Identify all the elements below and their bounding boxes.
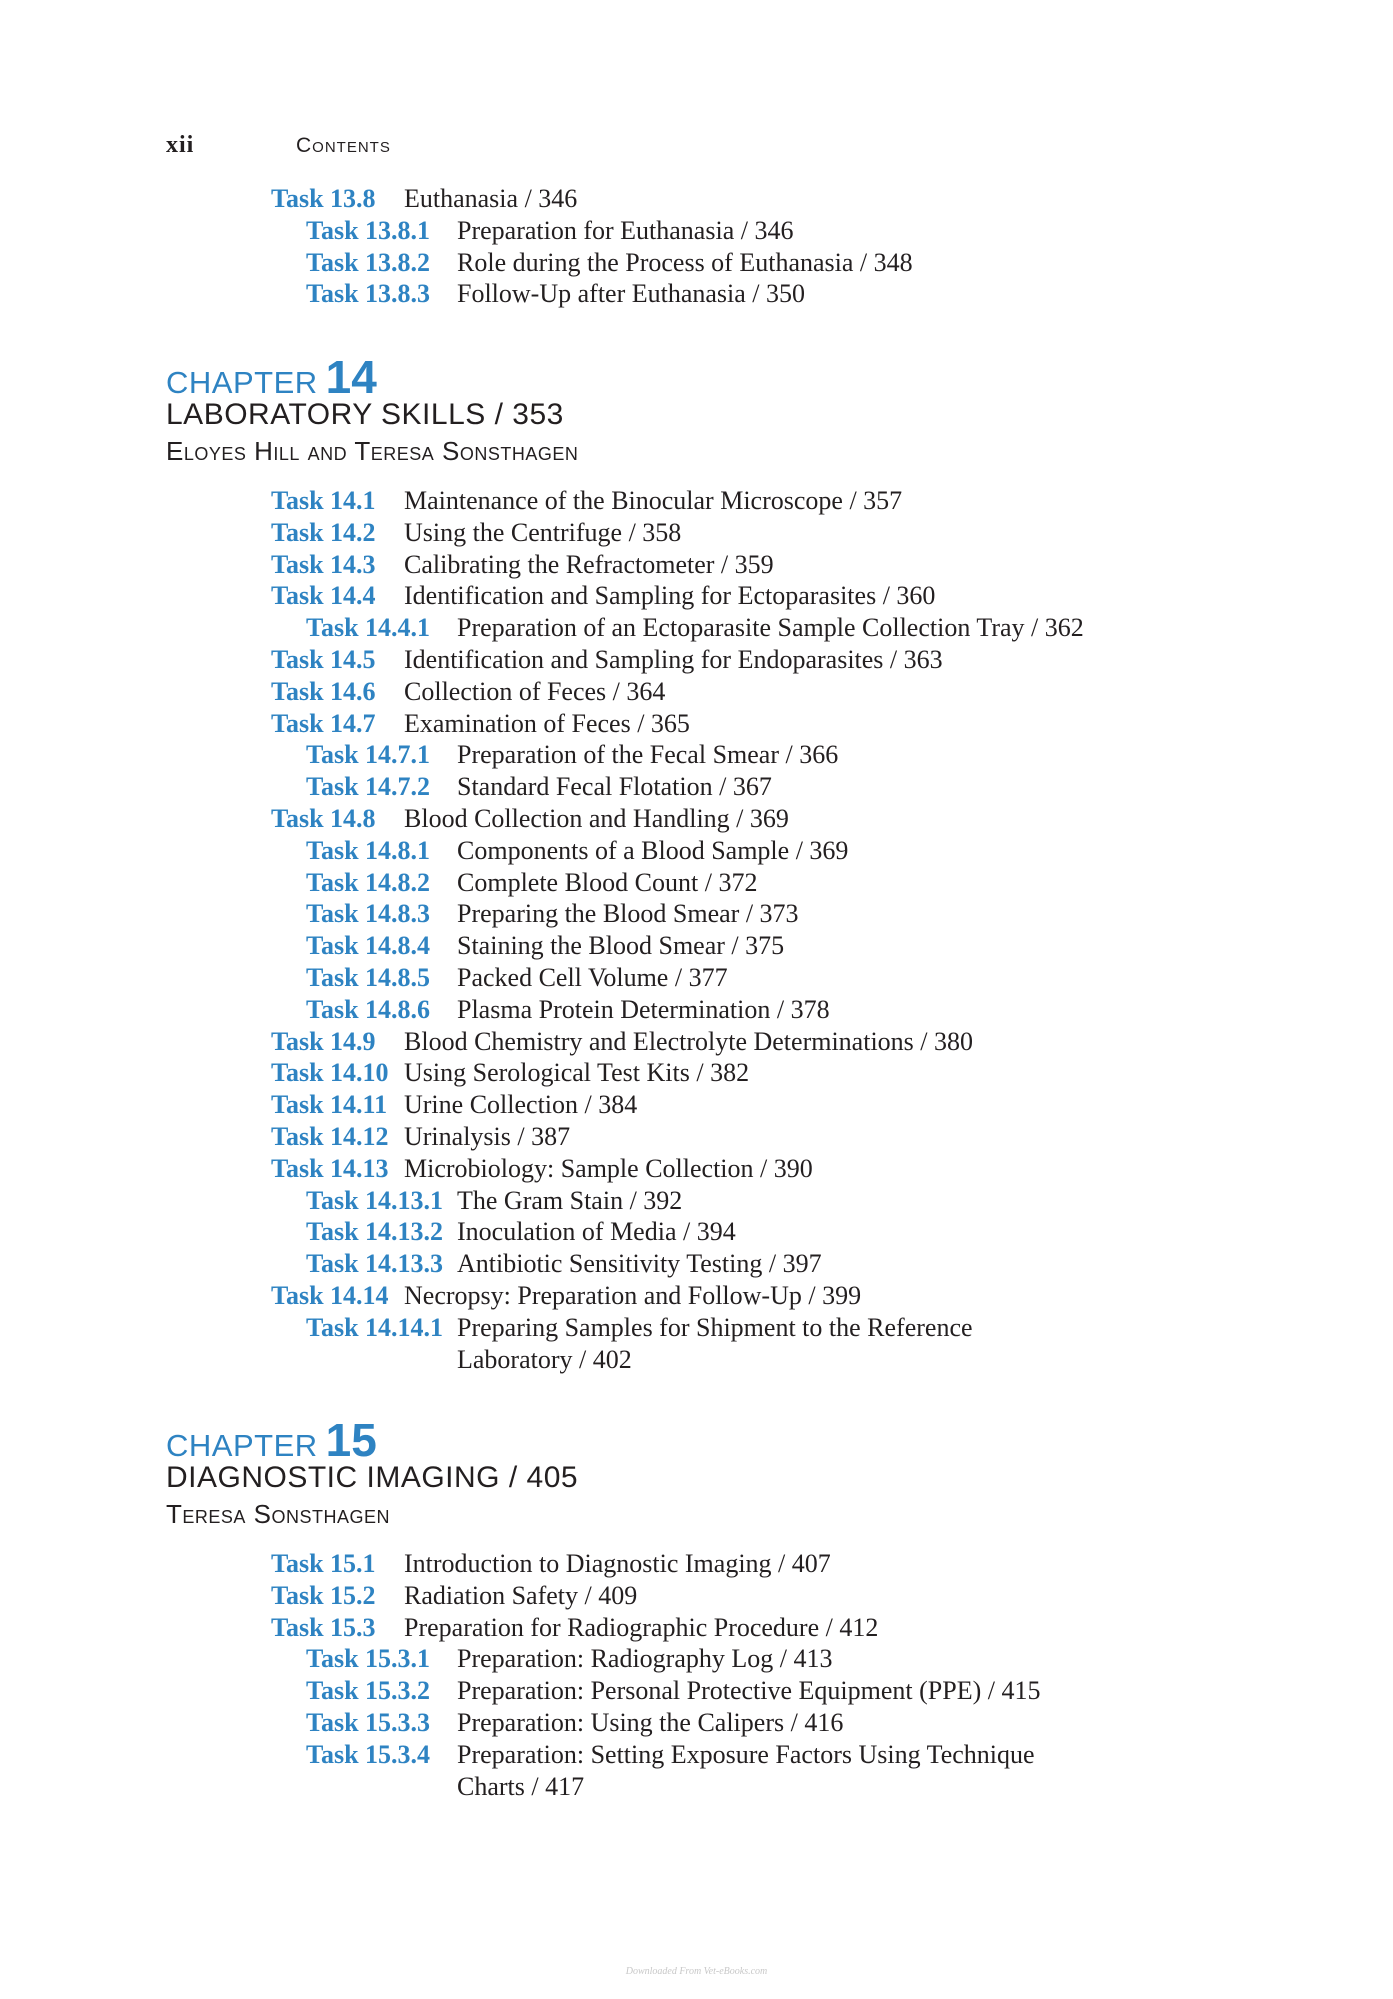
chapter-title: LABORATORY SKILLS / 353 xyxy=(166,398,564,431)
task-number: Task 15.3.3 xyxy=(306,1708,431,1737)
task-title: Euthanasia / 346 xyxy=(404,184,578,213)
task-number: Task 14.7.2 xyxy=(306,772,431,802)
task-title: Standard Fecal Flotation / 367 xyxy=(457,772,772,802)
task-number: Task 13.8.2 xyxy=(306,247,431,277)
task-number: Task 14.13.1 xyxy=(306,1185,444,1215)
task-title: Preparation of the Fecal Smear / 366 xyxy=(457,740,839,770)
task-title-continuation: Laboratory / 402 xyxy=(457,1344,632,1374)
task-title: Using Serological Test Kits / 382 xyxy=(404,1058,750,1088)
task-title: Plasma Protein Determination / 378 xyxy=(457,994,830,1024)
task-title: Components of a Blood Sample / 369 xyxy=(457,835,849,865)
task-number: Task 13.8.1 xyxy=(306,215,431,245)
task-title: Staining the Blood Smear / 375 xyxy=(457,931,785,961)
task-title: Identification and Sampling for Endoparasites / 363 xyxy=(404,645,943,674)
task-number: Task 14.9 xyxy=(271,1026,376,1056)
task-title: Necropsy: Preparation and Follow-Up / 399 xyxy=(404,1281,862,1310)
task-number: Task 14.13.2 xyxy=(306,1217,444,1247)
task-number: Task 14.14 xyxy=(271,1281,389,1310)
chapter-authors: Teresa Sonsthagen xyxy=(166,1499,390,1529)
task-number: Task 14.7 xyxy=(271,708,376,738)
task-number: Task 14.8.3 xyxy=(306,899,431,929)
task-title: Packed Cell Volume / 377 xyxy=(457,963,728,992)
chapter-number: 15 xyxy=(325,1414,377,1466)
task-title: Preparing Samples for Shipment to the Reference xyxy=(457,1312,973,1342)
task-title: Urinalysis / 387 xyxy=(404,1122,571,1151)
task-title: Examination of Feces / 365 xyxy=(404,708,690,738)
task-title: Preparation: Setting Exposure Factors Using Technique xyxy=(457,1739,1035,1769)
chapter-label: CHAPTER xyxy=(166,1428,318,1463)
task-number: Task 14.13 xyxy=(271,1153,389,1183)
task-title: Follow-Up after Euthanasia / 350 xyxy=(457,279,806,309)
task-title: Preparation for Radiographic Procedure / 412 xyxy=(404,1612,879,1642)
task-title: Collection of Feces / 364 xyxy=(404,676,666,706)
task-number: Task 14.14.1 xyxy=(306,1312,444,1342)
task-number: Task 15.3.1 xyxy=(306,1644,431,1674)
task-number: Task 14.13.3 xyxy=(306,1249,444,1279)
task-title: Introduction to Diagnostic Imaging / 407 xyxy=(404,1549,831,1578)
task-title: Preparation: Personal Protective Equipment (PPE) / 415 xyxy=(457,1676,1041,1706)
task-title: Antibiotic Sensitivity Testing / 397 xyxy=(457,1249,822,1279)
task-title: Urine Collection / 384 xyxy=(404,1090,638,1120)
task-number: Task 14.7.1 xyxy=(306,740,431,770)
task-number: Task 14.1 xyxy=(271,486,376,515)
task-number: Task 14.8.5 xyxy=(306,963,431,992)
task-title: Preparation of an Ectoparasite Sample Collection Tray / 362 xyxy=(457,613,1084,643)
task-number: Task 14.4 xyxy=(271,581,376,611)
task-number: Task 14.6 xyxy=(271,676,376,706)
task-title: Inoculation of Media / 394 xyxy=(457,1217,736,1247)
task-title: Using the Centrifuge / 358 xyxy=(404,517,682,547)
task-number: Task 14.2 xyxy=(271,517,376,547)
task-title: Preparation for Euthanasia / 346 xyxy=(457,215,794,245)
download-footer: Downloaded From Vet-eBooks.com xyxy=(625,1966,768,1977)
chapter-title: DIAGNOSTIC IMAGING / 405 xyxy=(166,1461,579,1494)
task-title: Blood Chemistry and Electrolyte Determinations / 380 xyxy=(404,1026,974,1056)
task-number: Task 14.8.4 xyxy=(306,931,431,961)
task-title: Radiation Safety / 409 xyxy=(404,1580,638,1610)
task-title: Complete Blood Count / 372 xyxy=(457,867,758,897)
task-number: Task 14.10 xyxy=(271,1058,389,1088)
task-number: Task 13.8 xyxy=(271,184,376,213)
chapter-number: 14 xyxy=(325,351,377,403)
task-number: Task 15.3 xyxy=(271,1612,376,1642)
task-number: Task 14.8.2 xyxy=(306,867,431,897)
task-number: Task 14.11 xyxy=(271,1090,388,1120)
task-title-continuation: Charts / 417 xyxy=(457,1771,585,1801)
task-number: Task 15.3.2 xyxy=(306,1676,431,1706)
task-title: The Gram Stain / 392 xyxy=(457,1185,683,1215)
task-title: Preparation: Using the Calipers / 416 xyxy=(457,1708,844,1737)
chapter-authors: Eloyes Hill and Teresa Sonsthagen xyxy=(166,436,579,466)
task-number: Task 15.1 xyxy=(271,1549,376,1578)
chapter-label: CHAPTER xyxy=(166,365,318,400)
task-number: Task 14.8.1 xyxy=(306,835,431,865)
task-number: Task 14.5 xyxy=(271,645,376,674)
task-title: Maintenance of the Binocular Microscope / 357 xyxy=(404,486,903,515)
task-number: Task 15.3.4 xyxy=(306,1739,431,1769)
task-title: Role during the Process of Euthanasia / 348 xyxy=(457,247,913,277)
task-title: Identification and Sampling for Ectoparasites / 360 xyxy=(404,581,936,611)
task-number: Task 14.3 xyxy=(271,549,376,579)
task-number: Task 14.12 xyxy=(271,1122,389,1151)
task-title: Microbiology: Sample Collection / 390 xyxy=(404,1153,813,1183)
task-number: Task 13.8.3 xyxy=(306,279,431,309)
task-title: Preparation: Radiography Log / 413 xyxy=(457,1644,833,1674)
task-number: Task 14.8.6 xyxy=(306,994,431,1024)
task-number: Task 14.8 xyxy=(271,804,376,833)
task-title: Blood Collection and Handling / 369 xyxy=(404,804,789,833)
task-number: Task 15.2 xyxy=(271,1580,376,1610)
page-number: xii xyxy=(166,132,195,158)
task-number: Task 14.4.1 xyxy=(306,613,431,643)
running-head: Contents xyxy=(296,134,391,157)
task-title: Preparing the Blood Smear / 373 xyxy=(457,899,799,929)
task-title: Calibrating the Refractometer / 359 xyxy=(404,549,774,579)
